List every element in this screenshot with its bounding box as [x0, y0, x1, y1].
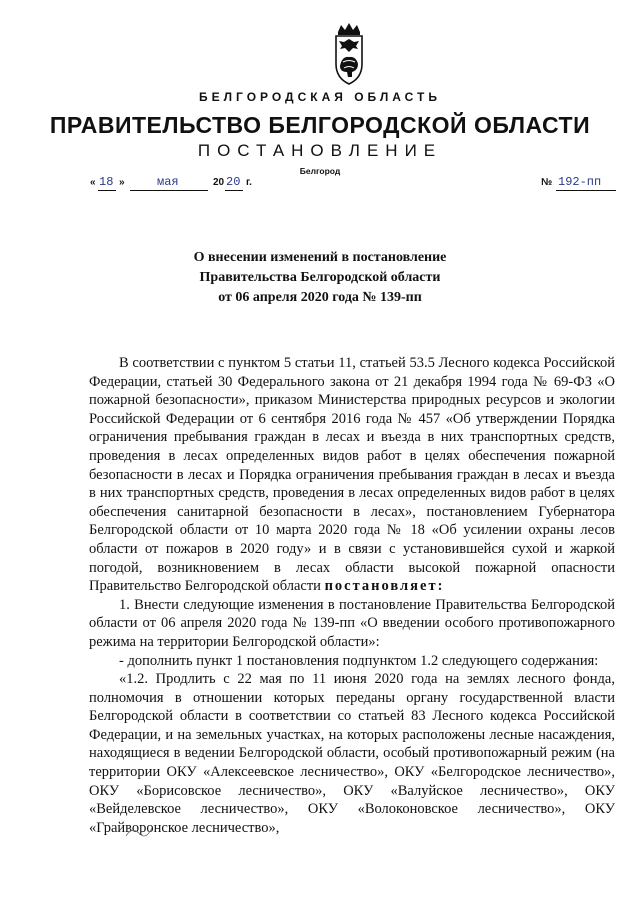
document-title: [0, 248, 640, 308]
title-line-2: Правительства Белгородской области: [199, 270, 441, 285]
title-line-1: О внесении изменений в постановление: [193, 250, 447, 265]
date-open-quote: «: [90, 177, 96, 188]
region-heading: БЕЛГОРОДСКАЯ ОБЛАСТЬ: [199, 90, 441, 104]
date-year-prefix: 20: [213, 177, 225, 188]
city-label: Белгород: [299, 166, 341, 176]
date-year-unit: г.: [246, 177, 252, 188]
date-number-row: [86, 174, 626, 196]
date-day: 18: [99, 175, 114, 189]
document-body: [89, 354, 615, 837]
preamble-text: В соответствии с пунктом 5 статьи 11, статьей 53.5 Лесного кодекса Российской Федерации, статьей 30 Федерального закона от 21 декабря 1994 года № 69-ФЗ «О пожарной безопасности», приказом Министерства природных ресурсов и экологии Российской Федерации от 6 сентября 2016 года № 457 «Об утверждении Порядка ограничения пребывания граждан в лесах и въезда в них транспортных средств, проведения в лесах определенных видов работ в целях обеспечения пожарной безопасности в лесах и Порядка ограничения пребывания граждан в лесах и въезда в них транспортных средств, проведения в лесах определенных видов работ в целях обеспечения санитарной безопасности в лесах», постановлением Губернатора Белгородской области от 10 марта 2020 года № 18 «Об усилении охраны лесов области от пожаров в 2020 году» и в связи с установившейся сухой и жаркой погодой, возникновением в лесах области высокой пожарной опасности Правительство Белгородской области: [89, 355, 615, 595]
item-1-paragraph: 1. Внести следующие изменения в постановление Правительства Белгородской области от 06 апреля 2020 года № 139-пп «О введении особого противопожарного режима на территории Белгородской области»:: [89, 596, 615, 650]
resolves-keyword: постановляет: [324, 578, 438, 595]
preamble-paragraph: [89, 354, 615, 596]
date-month: мая: [157, 175, 179, 189]
title-line-3: от 06 апреля 2020 года № 139-пп: [218, 290, 422, 305]
document-number: 192-пп: [558, 175, 602, 189]
date-year-suffix: 20: [226, 175, 241, 189]
coat-of-arms-emblem: [330, 22, 368, 88]
document-type-heading: ПОСТАНОВЛЕНИЕ: [197, 141, 443, 160]
amendment-instruction-paragraph: - дополнить пункт 1 постановления подпунктом 1.2 следующего содержания:: [119, 652, 599, 669]
handwritten-mark: [122, 806, 162, 846]
date-close-quote: »: [119, 177, 125, 188]
document-number-label: №: [541, 177, 553, 188]
government-heading: ПРАВИТЕЛЬСТВО БЕЛГОРОДСКОЙ ОБЛАСТИ: [49, 112, 591, 138]
subitem-1-2-paragraph: «1.2. Продлить с 22 мая по 11 июня 2020 года на землях лесного фонда, полномочия в отношении которых переданы органу государственной власти Белгородской области в соответствии со статьей 83 Лесного кодекса Российской Федерации, и на земельных участках, на которых расположены лесные насаждения, находящиеся в ведении Белгородской области, особый противопожарный режим (на территории ОКУ «Алексеевское лесничество», ОКУ «Белгородское лесничество», ОКУ «Борисовское лесничество», ОКУ «Валуйское лесничество», ОКУ «Вейделевское лесничество», ОКУ «Волоконовское лесничество», ОКУ «Грайворонское лесничество»,: [89, 671, 615, 836]
resolves-colon: :: [437, 578, 443, 595]
